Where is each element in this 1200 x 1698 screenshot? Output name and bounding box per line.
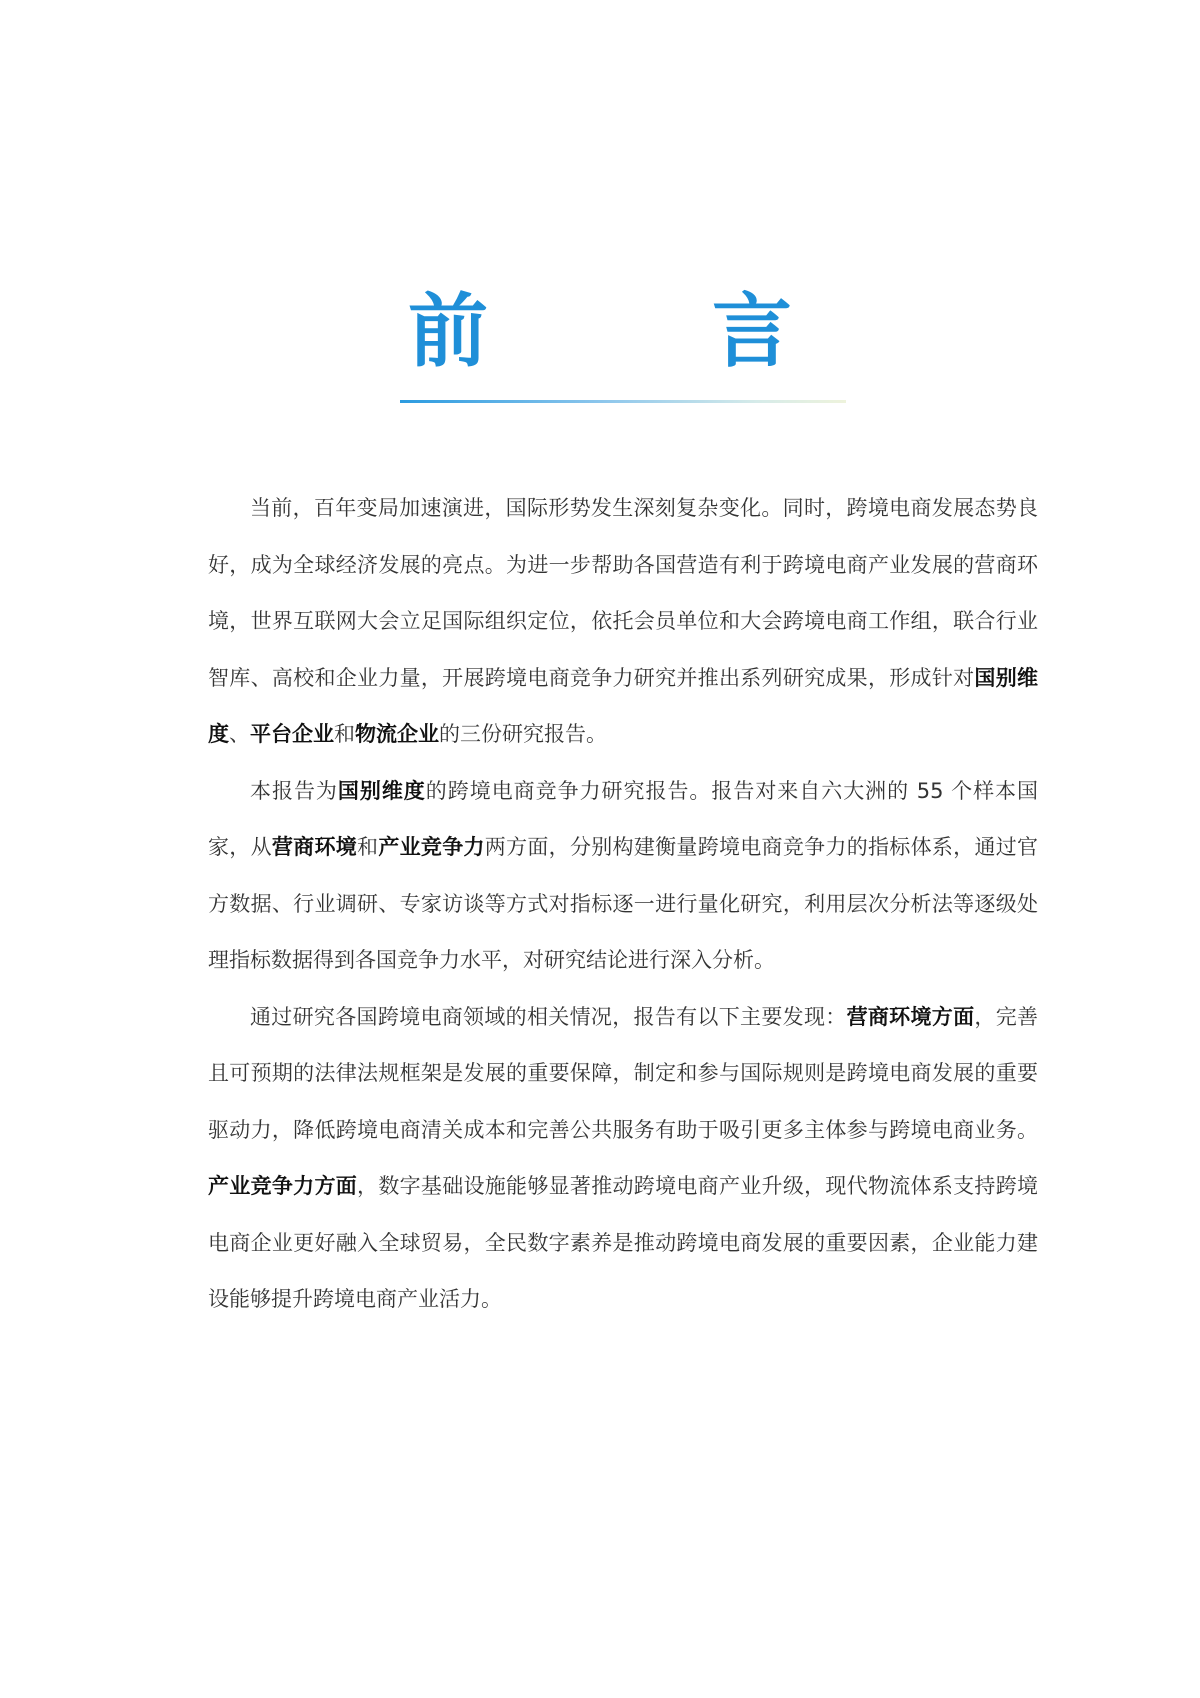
text-run: 当前，百年变局加速演进，国际形势发生深刻复杂变化。同时，跨境电商发展态势良好，成为全球经济发展的亮点。为进一步帮助各国营造有利于跨境电商产业发展的营商环境，世界互联网大会立足国际组织定位，依托会员单位和大会跨境电商工作组，联合行业智库、高校和企业力量，开展跨境电商竞争力研究并推出系列研究成果，形成针对 [208,496,1038,690]
bold-term: 营商环境方面 [846,1004,975,1029]
bold-term: 产业竞争力 [378,835,485,859]
bold-term: 平台企业 [250,722,334,746]
title-divider [400,400,846,403]
paragraph-1 [208,480,1038,763]
bold-term: 产业竞争力方面 [208,1174,358,1198]
text-run: 的跨境电商竞争力研究报告。报告对来自六大洲的 55 个样本国家，从 [208,778,1039,859]
text-run: 和 [357,835,379,859]
text-run: 的三份研究报告。 [439,722,607,746]
bold-term: 国别维度 [208,665,1039,746]
text-run: 两方面，分别构建衡量跨境电商竞争力的指标体系，通过官方数据、行业调研、专家访谈等方式对指标逐一进行量化研究，利用层次分析法等逐级处理指标数据得到各国竞争力水平，对研究结论进行深入分析。 [208,835,1039,972]
text-run: 本报告为 [250,778,338,803]
bold-term: 国别维度 [337,778,426,803]
bold-term: 物流企业 [355,722,439,746]
page-title: 前 言 [408,285,864,378]
text-run: 通过研究各国跨境电商领域的相关情况，报告有以下主要发现： [250,1004,847,1029]
paragraph-3 [208,989,1038,1328]
bold-term: 营商环境 [271,835,358,859]
text-run: ，数字基础设施能够显著推动跨境电商产业升级，现代物流体系支持跨境电商企业更好融入全球贸易，全民数字素养是推动跨境电商发展的重要因素，企业能力建设能够提升跨境电商产业活力。 [208,1174,1039,1311]
text-run: 和 [334,722,355,746]
paragraph-2 [208,763,1038,989]
text-run: ，完善且可预期的法律法规框架是发展的重要保障，制定和参与国际规则是跨境电商发展的重要驱动力，降低跨境电商清关成本和完善公共服务有助于吸引更多主体参与跨境电商业务。 [208,1004,1039,1142]
text-run: 、 [229,722,250,746]
preface-body [208,480,1038,1328]
